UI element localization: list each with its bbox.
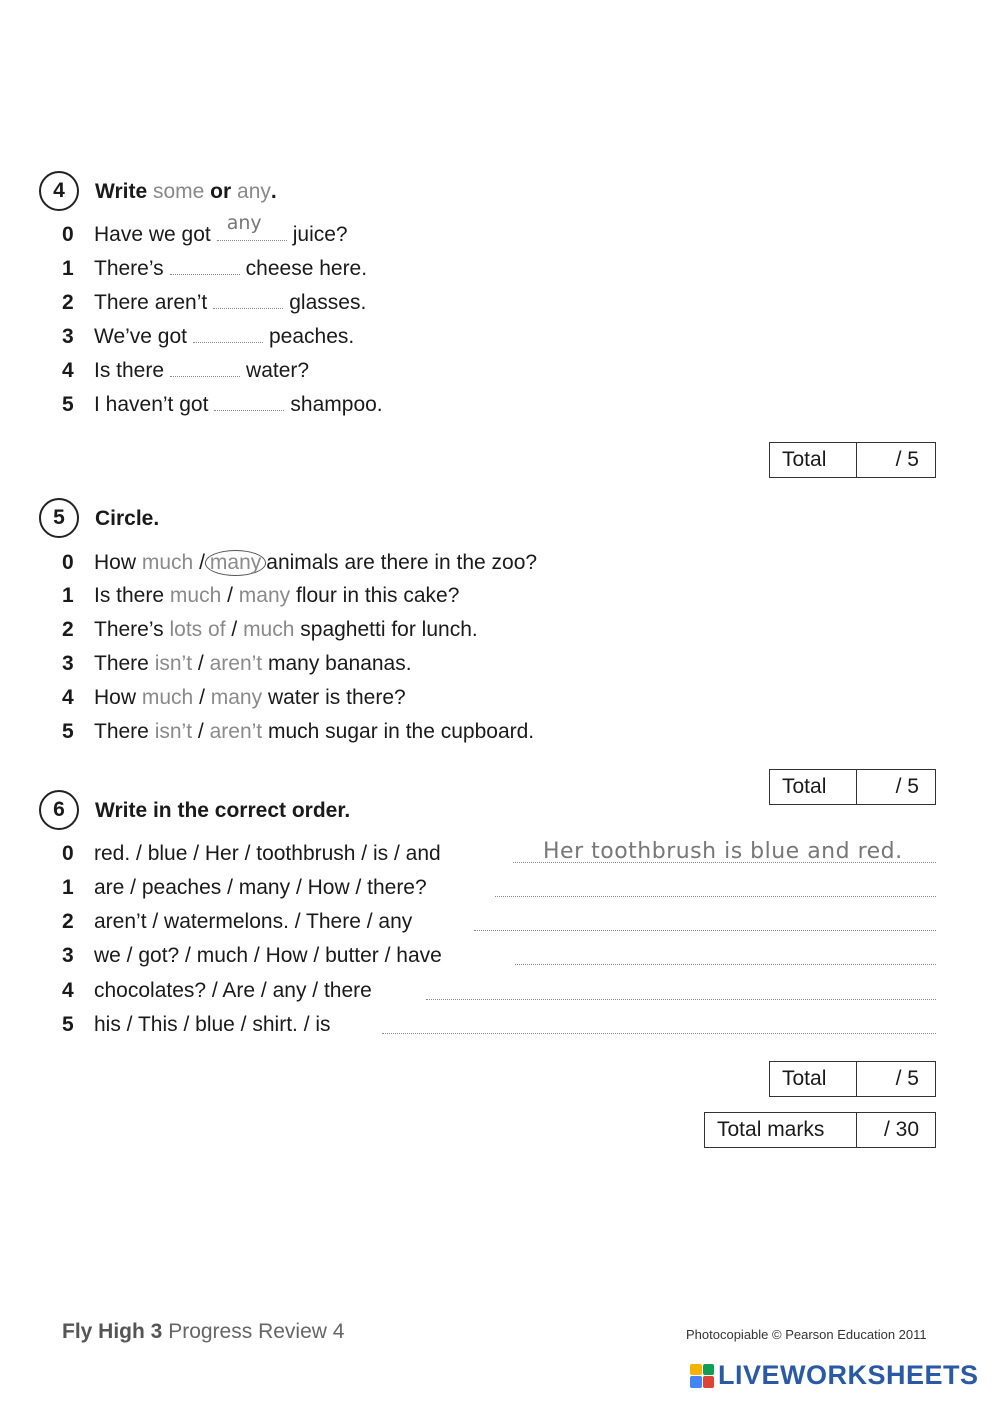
s6-item-4: 4 chocolates? / Are / any / there: [62, 979, 372, 1002]
s5-option-4a[interactable]: much: [141, 686, 194, 709]
s6-answer-line-5[interactable]: [382, 1009, 936, 1034]
section-4-number: 4: [39, 171, 79, 211]
s6-answer-line-1[interactable]: [495, 872, 936, 897]
s6-item-2: 2 aren’t / watermelons. / There / any: [62, 910, 413, 933]
section-4-heading: Write some or any.: [95, 180, 277, 203]
s4-total-box: Total / 5: [769, 442, 936, 478]
section-5-heading: Circle.: [95, 507, 160, 530]
s4-item-3: 3 We’ve got peaches.: [62, 325, 355, 348]
s4-answer-field-1[interactable]: [170, 260, 240, 275]
s4-item-0: 0 Have we got any juice?: [62, 212, 348, 246]
s4-item-5: 5 I haven’t got shampoo.: [62, 393, 383, 416]
s5-item-1: 1 Is there much / many flour in this cake?: [62, 584, 460, 607]
s6-item-3: 3 we / got? / much / How / butter / have: [62, 944, 442, 967]
liveworksheets-logo-icon: [690, 1364, 714, 1388]
s5-option-3b[interactable]: aren’t: [209, 652, 263, 675]
s6-item-1: 1 are / peaches / many / How / there?: [62, 876, 427, 899]
s5-option-3a[interactable]: isn’t: [154, 652, 193, 675]
section-5-number: 5: [39, 498, 79, 538]
section-6-heading: Write in the correct order.: [95, 799, 351, 822]
s4-item-1: 1 There’s cheese here.: [62, 257, 368, 280]
s5-option-5a[interactable]: isn’t: [154, 720, 193, 743]
s5-item-5: 5 There isn’t / aren’t much sugar in the cupboard.: [62, 720, 535, 743]
s6-answer-line-3[interactable]: [515, 940, 936, 965]
s6-answer-line-4[interactable]: [426, 975, 936, 1000]
s4-answer-field-4[interactable]: [170, 362, 240, 377]
s5-option-5b[interactable]: aren’t: [209, 720, 263, 743]
s5-option-2a[interactable]: lots of: [169, 618, 226, 641]
s5-option-0b[interactable]: many: [205, 550, 266, 576]
s5-option-1a[interactable]: much: [169, 584, 222, 607]
total-marks-box: Total marks / 30: [704, 1112, 936, 1148]
section-6-number: 6: [39, 790, 79, 830]
s6-total-box: Total / 5: [769, 1061, 936, 1097]
s4-item-4: 4 Is there water?: [62, 359, 310, 382]
liveworksheets-logo: LIVEWORKSHEETS: [690, 1360, 979, 1391]
s4-answer-field-5[interactable]: [214, 396, 284, 411]
s5-option-2b[interactable]: much: [243, 618, 295, 641]
s6-item-5: 5 his / This / blue / shirt. / is: [62, 1013, 331, 1036]
copyright-text: Photocopiable © Pearson Education 2011: [686, 1327, 927, 1342]
s4-answer-field-2[interactable]: [213, 294, 283, 309]
s5-item-4: 4 How much / many water is there?: [62, 686, 406, 709]
s5-option-0a[interactable]: much: [141, 551, 194, 574]
s4-answer-field-0[interactable]: any: [217, 226, 287, 241]
s6-item-0: 0 red. / blue / Her / toothbrush / is / and: [62, 842, 441, 865]
s5-total-box: Total / 5: [769, 769, 936, 805]
s4-answer-field-3[interactable]: [193, 328, 263, 343]
s6-answer-line-0[interactable]: Her toothbrush is blue and red.: [513, 838, 936, 863]
s5-option-4b[interactable]: many: [210, 686, 263, 709]
s5-item-3: 3 There isn’t / aren’t many bananas.: [62, 652, 412, 675]
footer-title: Fly High 3 Progress Review 4: [62, 1320, 345, 1343]
s4-item-2: 2 There aren’t glasses.: [62, 291, 367, 314]
s5-item-0: 0 How much / many animals are there in the zoo?: [62, 551, 538, 574]
s5-item-2: 2 There’s lots of / much spaghetti for lunch.: [62, 618, 478, 641]
s5-option-1b[interactable]: many: [238, 584, 291, 607]
s6-answer-line-2[interactable]: [474, 906, 936, 931]
